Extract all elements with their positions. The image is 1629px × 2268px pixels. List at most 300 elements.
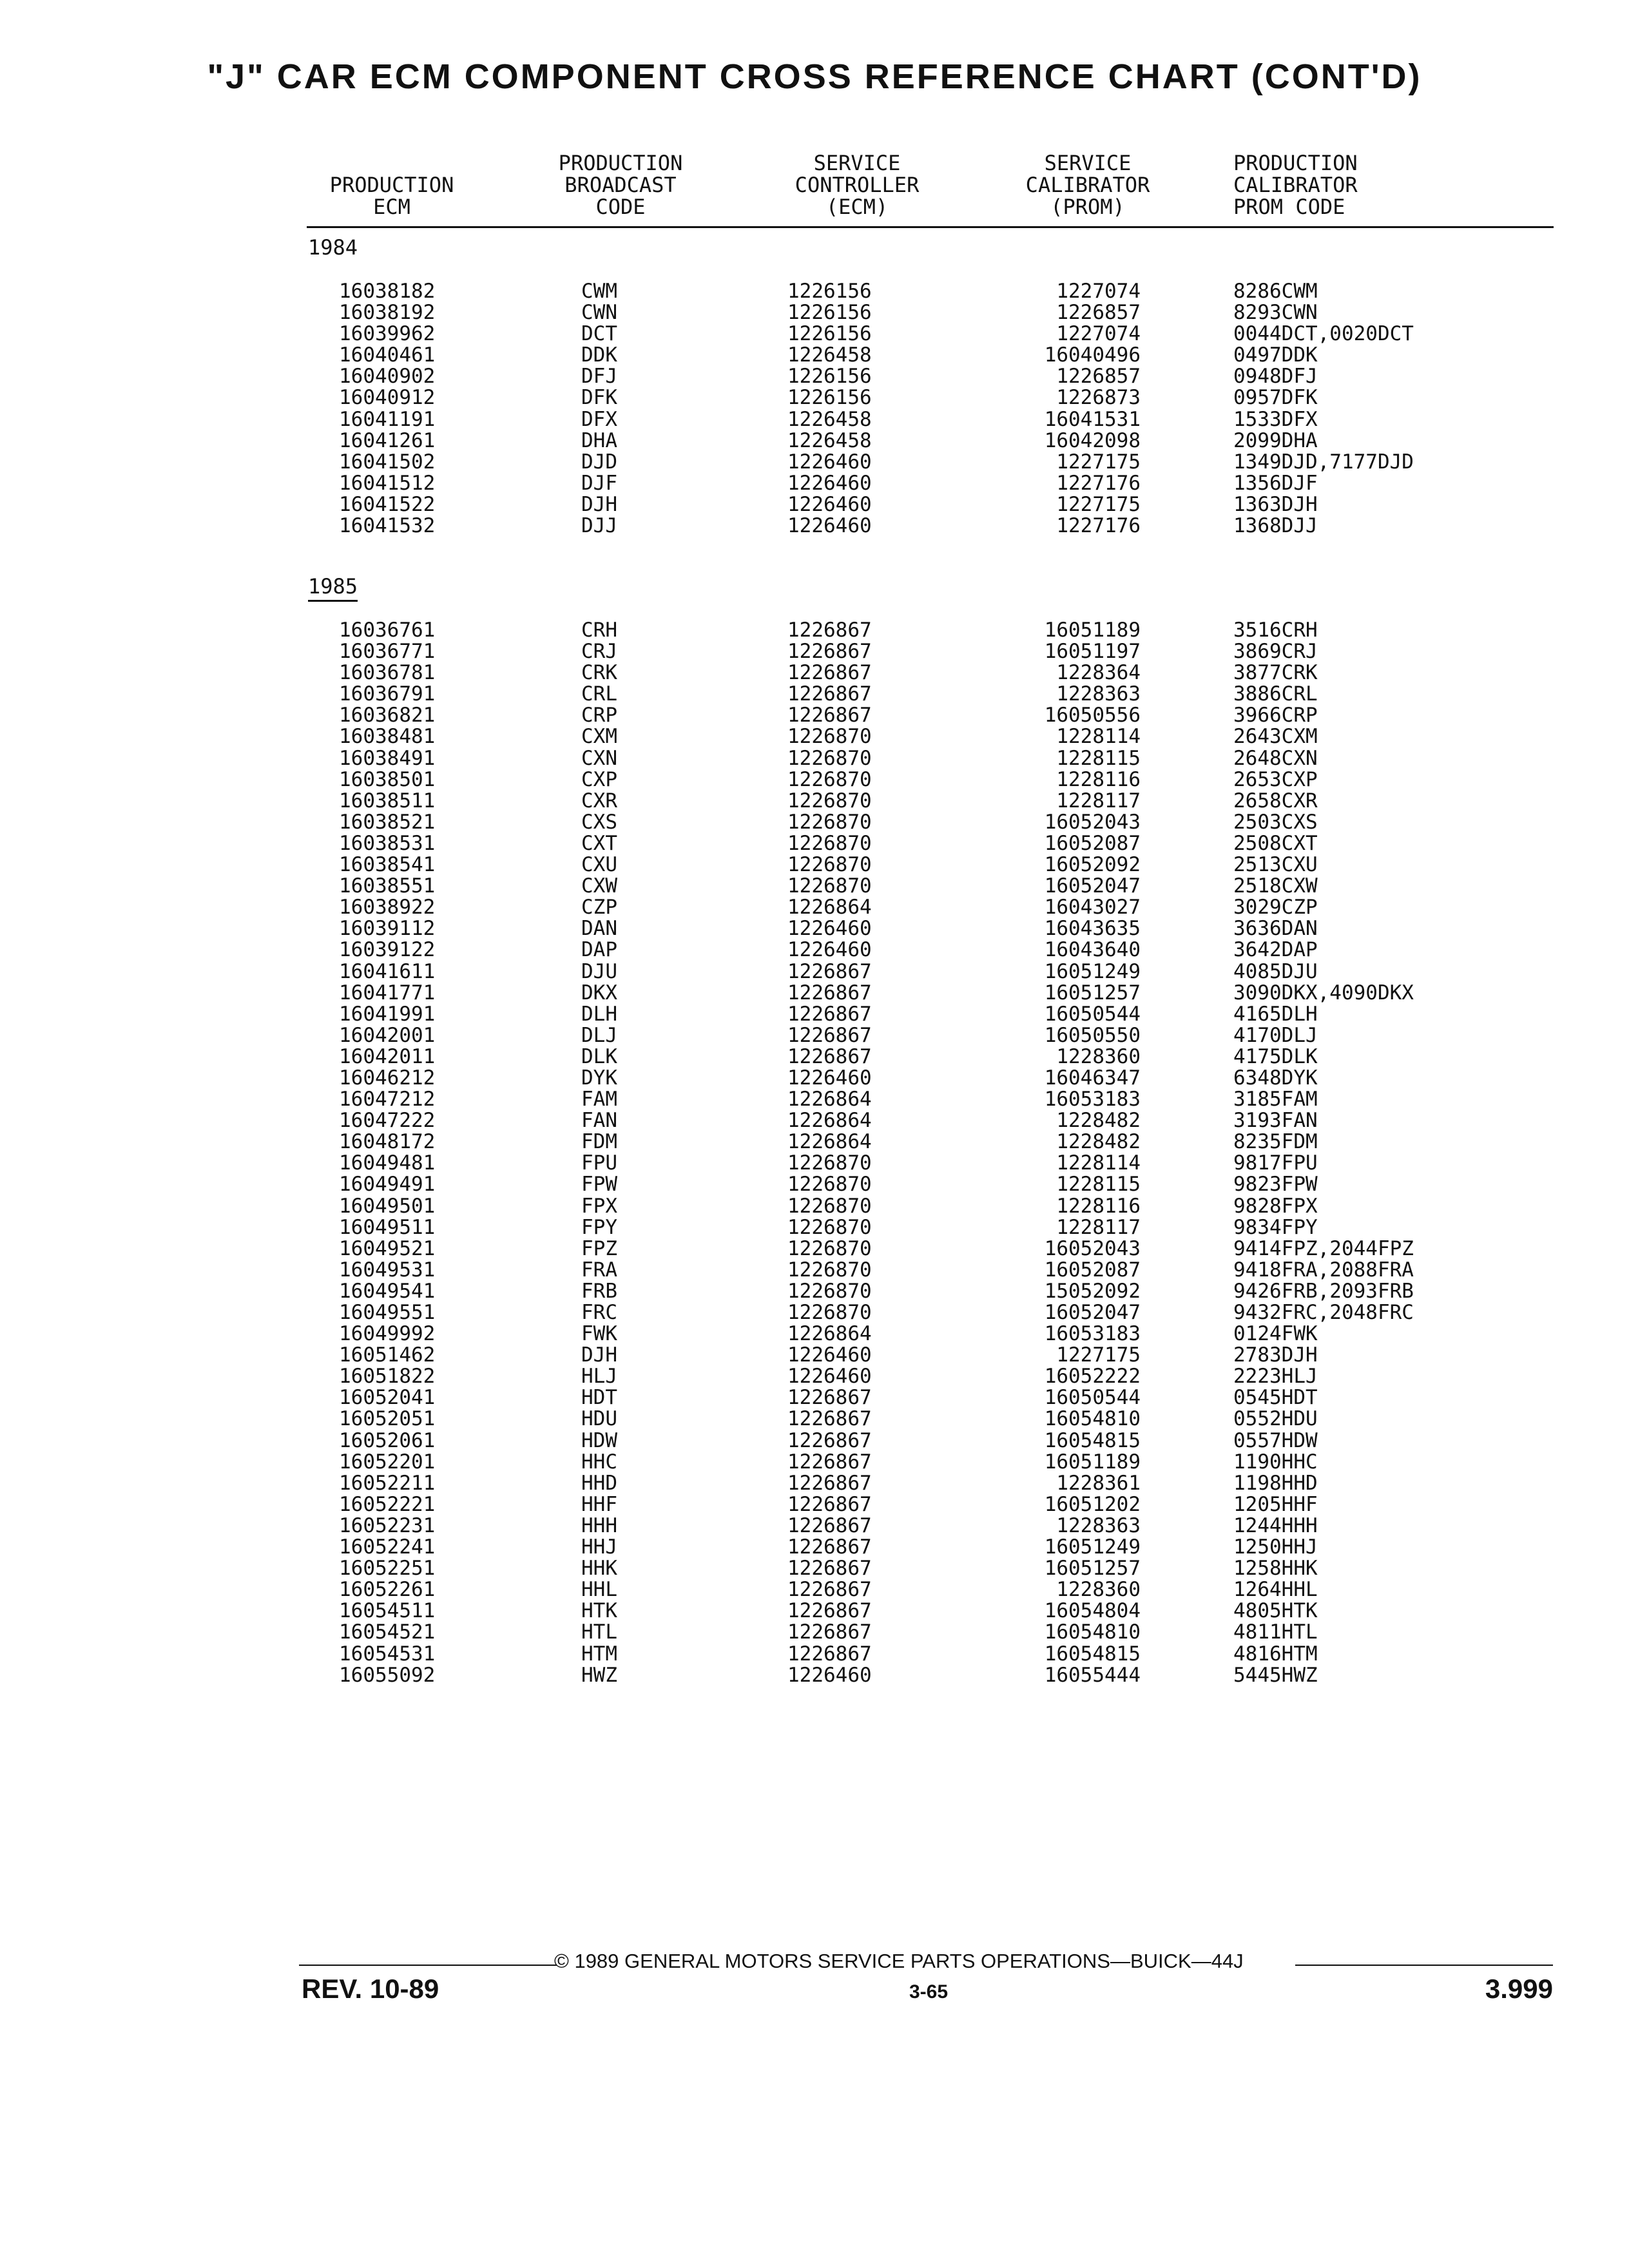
cell-service-controller: 1226156 — [787, 322, 872, 346]
cell-service-controller: 1226458 — [787, 428, 872, 452]
cell-service-controller: 1226867 — [787, 1620, 872, 1644]
table-row — [0, 897, 1629, 918]
cell-service-calibrator: 16052087 — [1044, 831, 1141, 855]
table-row — [0, 1260, 1629, 1281]
table-row — [0, 1665, 1629, 1686]
cell-production-ecm: 16038192 — [339, 301, 436, 325]
cell-prom-code: 0545HDT — [1233, 1386, 1318, 1410]
cell-service-controller: 1226156 — [787, 365, 872, 389]
cell-production-ecm: 16054531 — [339, 1642, 436, 1666]
cell-production-ecm: 16039122 — [339, 938, 436, 962]
cell-broadcast-code: DLK — [581, 1044, 617, 1068]
cell-prom-code: 2223HLJ — [1233, 1365, 1318, 1389]
cell-prom-code: 3877CRK — [1233, 661, 1318, 685]
cell-service-controller: 1226867 — [787, 682, 872, 706]
cell-service-calibrator: 1228116 — [1056, 767, 1141, 791]
cell-prom-code: 4165DLH — [1233, 1002, 1318, 1026]
cell-prom-code: 1190HHC — [1233, 1450, 1318, 1474]
cell-production-ecm: 16038531 — [339, 831, 436, 855]
table-row — [0, 1579, 1629, 1600]
cell-service-controller: 1226460 — [787, 492, 872, 516]
cell-service-calibrator: 16053183 — [1044, 1088, 1141, 1111]
cell-service-calibrator: 16052222 — [1044, 1365, 1141, 1389]
cell-production-ecm: 16054511 — [339, 1599, 436, 1623]
cell-prom-code: 1368DJJ — [1233, 514, 1318, 538]
cell-service-calibrator: 1228360 — [1056, 1578, 1141, 1602]
cell-broadcast-code: CWM — [581, 280, 617, 303]
cell-service-calibrator: 1228117 — [1056, 789, 1141, 812]
table-row — [0, 726, 1629, 747]
cell-prom-code: 0957DFK — [1233, 386, 1318, 410]
cell-service-calibrator: 1228482 — [1056, 1109, 1141, 1133]
cell-production-ecm: 16036821 — [339, 704, 436, 727]
cell-production-ecm: 16038511 — [339, 789, 436, 812]
cell-service-calibrator: 16052092 — [1044, 853, 1141, 877]
cell-service-controller: 1226156 — [787, 301, 872, 325]
cell-service-calibrator: 1227175 — [1056, 450, 1141, 474]
table-row — [0, 1494, 1629, 1515]
cell-production-ecm: 16041522 — [339, 492, 436, 516]
table-row — [0, 748, 1629, 769]
cell-production-ecm: 16049551 — [339, 1301, 436, 1324]
cell-service-calibrator: 16042098 — [1044, 428, 1141, 452]
cell-service-calibrator: 16052043 — [1044, 810, 1141, 834]
cell-service-controller: 1226867 — [787, 1407, 872, 1431]
cell-production-ecm: 16038551 — [339, 874, 436, 898]
cell-production-ecm: 16036791 — [339, 682, 436, 706]
cell-production-ecm: 16040902 — [339, 365, 436, 389]
table-row — [0, 620, 1629, 641]
cell-production-ecm: 16052261 — [339, 1578, 436, 1602]
cell-service-controller: 1226460 — [787, 471, 872, 495]
cell-production-ecm: 16049531 — [339, 1258, 436, 1282]
cell-service-calibrator: 16050550 — [1044, 1023, 1141, 1047]
table-row — [0, 1644, 1629, 1665]
cell-prom-code: 9418FRA,2088FRA — [1233, 1258, 1414, 1282]
cell-production-ecm: 16041261 — [339, 428, 436, 452]
cell-broadcast-code: DJJ — [581, 514, 617, 538]
cell-broadcast-code: CRL — [581, 682, 617, 706]
cell-broadcast-code: FPX — [581, 1194, 617, 1218]
cell-service-controller: 1226867 — [787, 1471, 872, 1495]
table-row — [0, 684, 1629, 705]
cell-service-calibrator: 16051257 — [1044, 1557, 1141, 1581]
table-section-1984 — [0, 281, 1629, 537]
cell-prom-code: 3642DAP — [1233, 938, 1318, 962]
cell-broadcast-code: FPW — [581, 1173, 617, 1196]
cell-broadcast-code: FPY — [581, 1215, 617, 1239]
cell-prom-code: 1264HHL — [1233, 1578, 1318, 1602]
cell-production-ecm: 16036761 — [339, 619, 436, 642]
cell-service-controller: 1226867 — [787, 1642, 872, 1666]
cell-production-ecm: 16051822 — [339, 1365, 436, 1389]
cell-broadcast-code: HTM — [581, 1642, 617, 1666]
cell-prom-code: 4816HTM — [1233, 1642, 1318, 1666]
cell-service-calibrator: 16051197 — [1044, 640, 1141, 664]
cell-prom-code: 2648CXN — [1233, 746, 1318, 770]
cell-prom-code: 3516CRH — [1233, 619, 1318, 642]
cell-service-calibrator: 16053183 — [1044, 1322, 1141, 1346]
cell-service-calibrator: 16051249 — [1044, 959, 1141, 983]
cell-production-ecm: 16040461 — [339, 343, 436, 367]
page-title: "J" CAR ECM COMPONENT CROSS REFERENCE CHART (CONT'D) — [207, 57, 1422, 96]
cell-service-calibrator: 1228360 — [1056, 1044, 1141, 1068]
cell-broadcast-code: DLJ — [581, 1023, 617, 1047]
cell-production-ecm: 16052221 — [339, 1492, 436, 1516]
cell-service-controller: 1226870 — [787, 767, 872, 791]
cell-broadcast-code: DHA — [581, 428, 617, 452]
page-number: 3-65 — [909, 1981, 949, 2003]
cell-production-ecm: 16052211 — [339, 1471, 436, 1495]
cell-service-controller: 1226870 — [787, 789, 872, 812]
cell-production-ecm: 16038501 — [339, 767, 436, 791]
cell-broadcast-code: HDT — [581, 1386, 617, 1410]
cell-prom-code: 2653CXP — [1233, 767, 1318, 791]
cell-service-calibrator: 16040496 — [1044, 343, 1141, 367]
cell-service-controller: 1226870 — [787, 853, 872, 877]
cell-service-calibrator: 1228116 — [1056, 1194, 1141, 1218]
table-row — [0, 705, 1629, 726]
cell-service-calibrator: 1228115 — [1056, 1173, 1141, 1196]
cell-production-ecm: 16041991 — [339, 1002, 436, 1026]
cell-service-calibrator: 1226857 — [1056, 365, 1141, 389]
cell-service-calibrator: 1228115 — [1056, 746, 1141, 770]
cell-broadcast-code: CRJ — [581, 640, 617, 664]
cell-service-controller: 1226458 — [787, 407, 872, 431]
cell-broadcast-code: HHJ — [581, 1535, 617, 1559]
cell-service-controller: 1226460 — [787, 938, 872, 962]
cell-broadcast-code: DJU — [581, 959, 617, 983]
cell-service-calibrator: 1228117 — [1056, 1215, 1141, 1239]
cell-prom-code: 3090DKX,4090DKX — [1233, 981, 1414, 1004]
cell-service-calibrator: 16052047 — [1044, 874, 1141, 898]
cell-service-controller: 1226867 — [787, 1535, 872, 1559]
cell-service-controller: 1226458 — [787, 343, 872, 367]
table-row — [0, 387, 1629, 408]
cell-service-calibrator: 16051202 — [1044, 1492, 1141, 1516]
cell-prom-code: 9834FPY — [1233, 1215, 1318, 1239]
cell-service-calibrator: 1227175 — [1056, 492, 1141, 516]
cell-service-controller: 1226156 — [787, 386, 872, 410]
cell-service-controller: 1226870 — [787, 1301, 872, 1324]
table-row — [0, 1089, 1629, 1110]
cell-broadcast-code: FPZ — [581, 1236, 617, 1260]
cell-service-controller: 1226867 — [787, 1557, 872, 1581]
cell-service-calibrator: 16052087 — [1044, 1258, 1141, 1282]
table-row — [0, 791, 1629, 812]
cell-service-calibrator: 1228482 — [1056, 1130, 1141, 1154]
footer-rule-right — [1295, 1965, 1553, 1966]
cell-broadcast-code: FRA — [581, 1258, 617, 1282]
cell-production-ecm: 16038922 — [339, 896, 436, 919]
table-row — [0, 1452, 1629, 1473]
cell-production-ecm: 16041191 — [339, 407, 436, 431]
cell-service-controller: 1226864 — [787, 1088, 872, 1111]
cell-service-controller: 1226864 — [787, 896, 872, 919]
table-row — [0, 662, 1629, 684]
cell-production-ecm: 16038182 — [339, 280, 436, 303]
table-row — [0, 1345, 1629, 1366]
cell-broadcast-code: HHF — [581, 1492, 617, 1516]
table-row — [0, 1302, 1629, 1323]
cell-broadcast-code: HWZ — [581, 1663, 617, 1687]
cell-broadcast-code: DJH — [581, 1343, 617, 1367]
table-row — [0, 1558, 1629, 1579]
header-rule — [307, 226, 1554, 228]
cell-broadcast-code: CWN — [581, 301, 617, 325]
cell-production-ecm: 16038541 — [339, 853, 436, 877]
cell-service-controller: 1226867 — [787, 959, 872, 983]
cell-prom-code: 0552HDU — [1233, 1407, 1318, 1431]
cell-prom-code: 3966CRP — [1233, 704, 1318, 727]
cell-broadcast-code: DCT — [581, 322, 617, 346]
cell-prom-code: 9426FRB,2093FRB — [1233, 1279, 1414, 1303]
cell-production-ecm: 16047222 — [339, 1109, 436, 1133]
table-section-1985 — [0, 620, 1629, 1686]
cell-production-ecm: 16049481 — [339, 1151, 436, 1175]
cell-service-calibrator: 16054804 — [1044, 1599, 1141, 1623]
cell-prom-code: 8235FDM — [1233, 1130, 1318, 1154]
cell-prom-code: 1533DFX — [1233, 407, 1318, 431]
cell-service-calibrator: 1228114 — [1056, 725, 1141, 749]
cell-production-ecm: 16042011 — [339, 1044, 436, 1068]
table-row — [0, 1025, 1629, 1046]
table-row — [0, 1174, 1629, 1195]
cell-service-controller: 1226870 — [787, 746, 872, 770]
cell-broadcast-code: DLH — [581, 1002, 617, 1026]
cell-service-calibrator: 1228363 — [1056, 1514, 1141, 1537]
table-row — [0, 1473, 1629, 1494]
cell-service-controller: 1226867 — [787, 1002, 872, 1026]
cell-broadcast-code: HHH — [581, 1514, 617, 1537]
table-row — [0, 641, 1629, 662]
cell-service-controller: 1226870 — [787, 1236, 872, 1260]
table-row — [0, 494, 1629, 515]
cell-prom-code: 2783DJH — [1233, 1343, 1318, 1367]
cell-service-calibrator: 1227175 — [1056, 1343, 1141, 1367]
header-prom-code: PRODUCTION CALIBRATOR PROM CODE — [1233, 151, 1358, 219]
cell-broadcast-code: HHK — [581, 1557, 617, 1581]
cell-broadcast-code: HDW — [581, 1428, 617, 1452]
table-row — [0, 983, 1629, 1004]
cell-service-calibrator: 1227074 — [1056, 280, 1141, 303]
table-row — [0, 1110, 1629, 1131]
cell-prom-code: 1205HHF — [1233, 1492, 1318, 1516]
table-row — [0, 1537, 1629, 1558]
cell-broadcast-code: CXS — [581, 810, 617, 834]
cell-prom-code: 1198HHD — [1233, 1471, 1318, 1495]
table-row — [0, 1600, 1629, 1622]
cell-service-controller: 1226867 — [787, 981, 872, 1004]
cell-broadcast-code: DFJ — [581, 365, 617, 389]
cell-service-controller: 1226870 — [787, 725, 872, 749]
cell-broadcast-code: DKX — [581, 981, 617, 1004]
cell-prom-code: 1258HHK — [1233, 1557, 1318, 1581]
cell-prom-code: 1244HHH — [1233, 1514, 1318, 1537]
cell-production-ecm: 16049521 — [339, 1236, 436, 1260]
cell-service-controller: 1226870 — [787, 1151, 872, 1175]
cell-service-controller: 1226864 — [787, 1109, 872, 1133]
table-row — [0, 1430, 1629, 1452]
cell-production-ecm: 16052241 — [339, 1535, 436, 1559]
table-row — [0, 366, 1629, 387]
cell-broadcast-code: CRP — [581, 704, 617, 727]
cell-prom-code: 2099DHA — [1233, 428, 1318, 452]
cell-prom-code: 4170DLJ — [1233, 1023, 1318, 1047]
cell-production-ecm: 16052251 — [339, 1557, 436, 1581]
cell-broadcast-code: CRK — [581, 661, 617, 685]
table-row — [0, 1323, 1629, 1345]
cell-prom-code: 9432FRC,2048FRC — [1233, 1301, 1414, 1324]
cell-service-calibrator: 16052043 — [1044, 1236, 1141, 1260]
year-heading-1985: 1985 — [308, 575, 358, 602]
cell-production-ecm: 16049491 — [339, 1173, 436, 1196]
cell-service-calibrator: 16055444 — [1044, 1663, 1141, 1687]
cell-production-ecm: 16049501 — [339, 1194, 436, 1218]
cell-broadcast-code: CZP — [581, 896, 617, 919]
cell-service-calibrator: 16051189 — [1044, 619, 1141, 642]
cell-service-calibrator: 16051189 — [1044, 1450, 1141, 1474]
cell-service-calibrator: 1227176 — [1056, 471, 1141, 495]
cell-service-controller: 1226156 — [787, 280, 872, 303]
header-broadcast-code: PRODUCTION BROADCAST CODE — [558, 151, 683, 219]
cell-prom-code: 4085DJU — [1233, 959, 1318, 983]
table-row — [0, 345, 1629, 366]
table-row — [0, 1068, 1629, 1089]
cell-prom-code: 3886CRL — [1233, 682, 1318, 706]
cell-prom-code: 1356DJF — [1233, 471, 1318, 495]
table-row — [0, 961, 1629, 983]
cell-prom-code: 0948DFJ — [1233, 365, 1318, 389]
cell-production-ecm: 16048172 — [339, 1130, 436, 1154]
year-heading-1984: 1984 — [308, 235, 358, 260]
cell-service-calibrator: 1226857 — [1056, 301, 1141, 325]
cell-broadcast-code: FDM — [581, 1130, 617, 1154]
cell-broadcast-code: HHD — [581, 1471, 617, 1495]
copyright-line: © 1989 GENERAL MOTORS SERVICE PARTS OPERATIONS—BUICK—44J — [554, 1950, 1244, 1972]
cell-broadcast-code: DDK — [581, 343, 617, 367]
table-row — [0, 515, 1629, 537]
cell-broadcast-code: CXR — [581, 789, 617, 812]
cell-production-ecm: 16052061 — [339, 1428, 436, 1452]
table-row — [0, 1515, 1629, 1537]
cell-service-controller: 1226867 — [787, 640, 872, 664]
cell-prom-code: 3185FAM — [1233, 1088, 1318, 1111]
cell-prom-code: 2518CXW — [1233, 874, 1318, 898]
cell-broadcast-code: DFX — [581, 407, 617, 431]
cell-service-controller: 1226867 — [787, 1023, 872, 1047]
cell-broadcast-code: DJF — [581, 471, 617, 495]
cell-service-controller: 1226867 — [787, 1044, 872, 1068]
cell-prom-code: 1250HHJ — [1233, 1535, 1318, 1559]
table-row — [0, 1153, 1629, 1174]
cell-production-ecm: 16041512 — [339, 471, 436, 495]
cell-broadcast-code: FAM — [581, 1088, 617, 1111]
cell-production-ecm: 16042001 — [339, 1023, 436, 1047]
cell-service-calibrator: 16054815 — [1044, 1642, 1141, 1666]
cell-production-ecm: 16041502 — [339, 450, 436, 474]
cell-broadcast-code: CXP — [581, 767, 617, 791]
cell-prom-code: 2643CXM — [1233, 725, 1318, 749]
cell-prom-code: 9828FPX — [1233, 1194, 1318, 1218]
cell-prom-code: 4811HTL — [1233, 1620, 1318, 1644]
cell-prom-code: 2513CXU — [1233, 853, 1318, 877]
table-row — [0, 1238, 1629, 1260]
cell-prom-code: 5445HWZ — [1233, 1663, 1318, 1687]
table-row — [0, 1196, 1629, 1217]
cell-service-controller: 1226870 — [787, 874, 872, 898]
cell-service-calibrator: 1227074 — [1056, 322, 1141, 346]
cell-service-controller: 1226867 — [787, 1599, 872, 1623]
cell-service-controller: 1226460 — [787, 1343, 872, 1367]
header-service-calibrator: SERVICE CALIBRATOR (PROM) — [1025, 151, 1150, 219]
cell-prom-code: 4175DLK — [1233, 1044, 1318, 1068]
cell-broadcast-code: CXM — [581, 725, 617, 749]
cell-service-calibrator: 1228363 — [1056, 682, 1141, 706]
cell-broadcast-code: DJH — [581, 492, 617, 516]
table-row — [0, 473, 1629, 494]
cell-prom-code: 2503CXS — [1233, 810, 1318, 834]
cell-service-controller: 1226867 — [787, 704, 872, 727]
table-row — [0, 1366, 1629, 1387]
table-row — [0, 854, 1629, 876]
cell-broadcast-code: CXW — [581, 874, 617, 898]
cell-service-calibrator: 16054815 — [1044, 1428, 1141, 1452]
cell-prom-code: 8286CWM — [1233, 280, 1318, 303]
table-row — [0, 876, 1629, 897]
table-row — [0, 918, 1629, 939]
table-row — [0, 281, 1629, 302]
cell-production-ecm: 16049511 — [339, 1215, 436, 1239]
cell-production-ecm: 16040912 — [339, 386, 436, 410]
cell-prom-code: 3636DAN — [1233, 917, 1318, 941]
cell-production-ecm: 16052231 — [339, 1514, 436, 1537]
table-row — [0, 1622, 1629, 1643]
cell-broadcast-code: HHC — [581, 1450, 617, 1474]
cell-prom-code: 8293CWN — [1233, 301, 1318, 325]
cell-service-calibrator: 16051257 — [1044, 981, 1141, 1004]
cell-prom-code: 0044DCT,0020DCT — [1233, 322, 1414, 346]
cell-broadcast-code: DAN — [581, 917, 617, 941]
cell-broadcast-code: HTL — [581, 1620, 617, 1644]
cell-prom-code: 2658CXR — [1233, 789, 1318, 812]
cell-production-ecm: 16047212 — [339, 1088, 436, 1111]
cell-prom-code: 4805HTK — [1233, 1599, 1318, 1623]
cell-service-controller: 1226867 — [787, 661, 872, 685]
cell-broadcast-code: DAP — [581, 938, 617, 962]
cell-prom-code: 3029CZP — [1233, 896, 1318, 919]
table-row — [0, 430, 1629, 452]
table-row — [0, 833, 1629, 854]
cell-prom-code: 9823FPW — [1233, 1173, 1318, 1196]
cell-production-ecm: 16054521 — [339, 1620, 436, 1644]
cell-prom-code: 9414FPZ,2044FPZ — [1233, 1236, 1414, 1260]
table-row — [0, 1387, 1629, 1408]
table-row — [0, 939, 1629, 961]
cell-prom-code: 3193FAN — [1233, 1109, 1318, 1133]
header-service-controller: SERVICE CONTROLLER (ECM) — [795, 151, 920, 219]
cell-service-calibrator: 16050544 — [1044, 1002, 1141, 1026]
cell-prom-code: 3869CRJ — [1233, 640, 1318, 664]
cell-broadcast-code: HLJ — [581, 1365, 617, 1389]
cell-broadcast-code: FPU — [581, 1151, 617, 1175]
cell-service-controller: 1226870 — [787, 831, 872, 855]
cell-service-controller: 1226864 — [787, 1322, 872, 1346]
cell-service-controller: 1226870 — [787, 1194, 872, 1218]
table-row — [0, 1004, 1629, 1025]
cell-service-calibrator: 16043640 — [1044, 938, 1141, 962]
cell-broadcast-code: FAN — [581, 1109, 617, 1133]
